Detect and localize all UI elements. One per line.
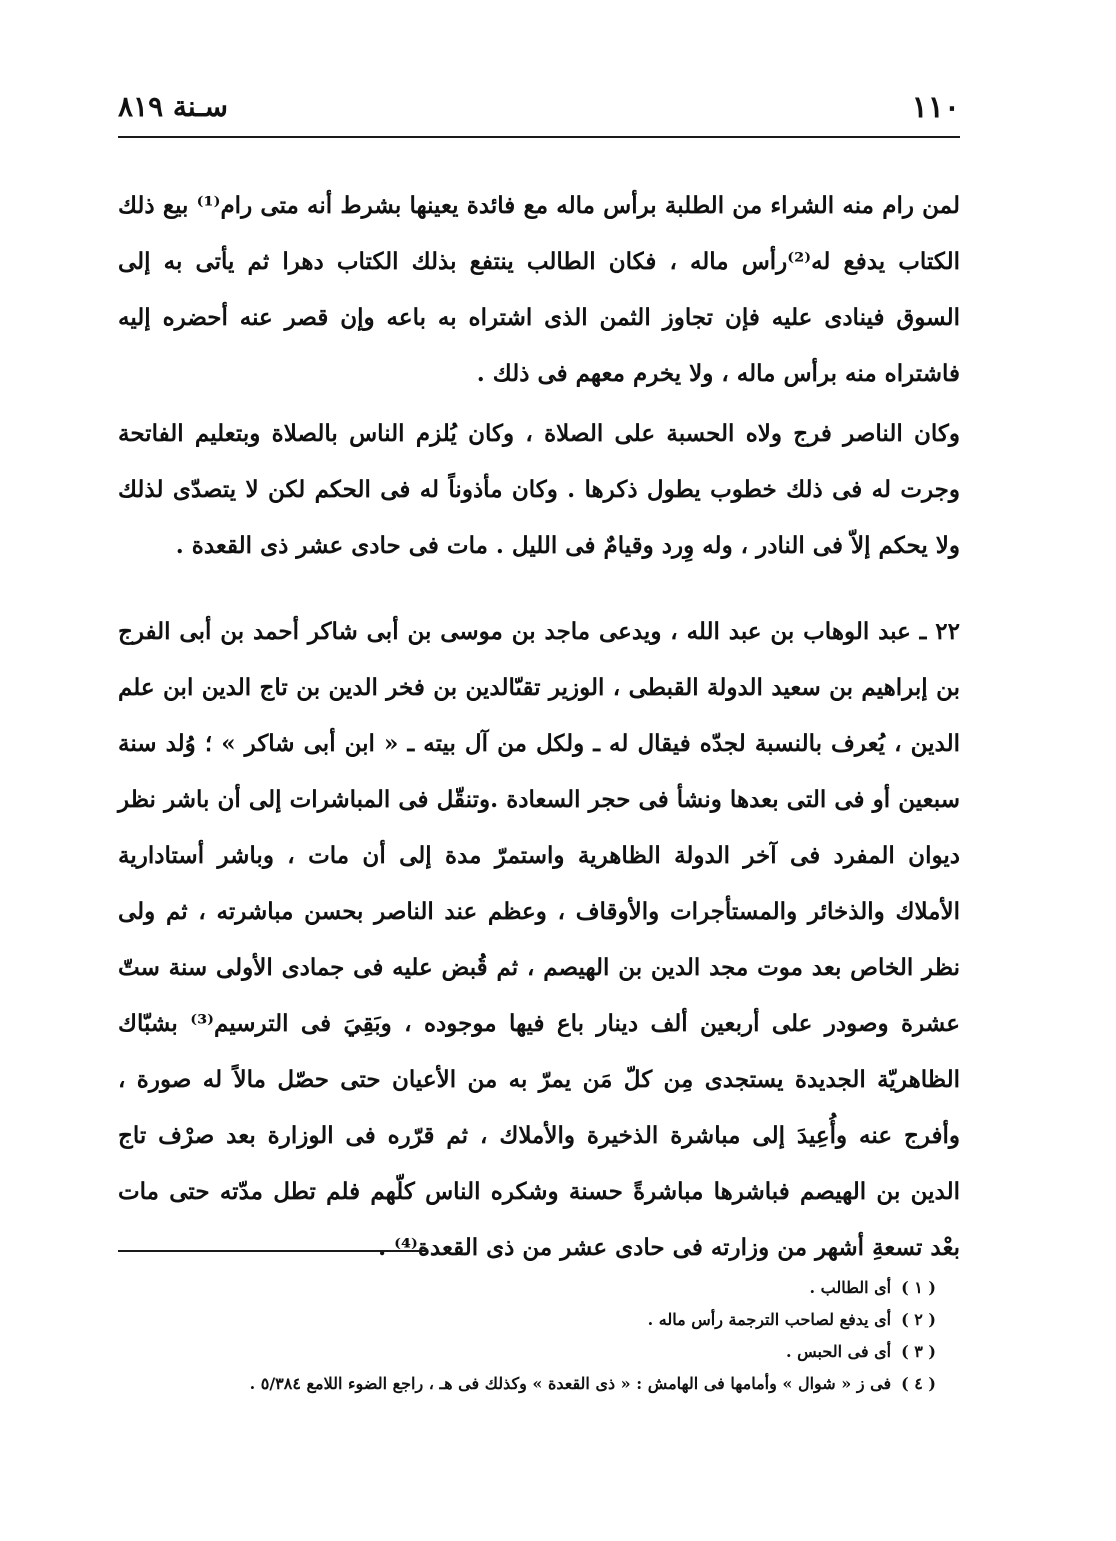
footnote-4 [118,1368,936,1400]
running-head-year: سـنة ٨١٩ [118,90,228,123]
footnote-number: ( ٣ ) [901,1342,936,1361]
footnote-text: أى يدفع لصاحب الترجمة رأس ماله . [647,1310,892,1329]
footnote-text: أى الطالب . [809,1278,892,1297]
footnote-text: أى فى الحبس . [786,1342,892,1361]
footnote-number: ( ٢ ) [901,1310,936,1329]
footnote-separator [118,1250,428,1252]
footnote-1 [118,1272,936,1304]
paragraph-2: وكان الناصر فرج ولاه الحسبة على الصلاة ، وكان يُلزم الناس بالصلاة وبتعليم الفاتحة وجرت له فى ذلك خطوب يطول ذكرها . وكان مأذوناً له فى الحكم لكن لا يتصدّى لذلك ولا يحكم إلاّ فى النادر ، وله وِرد وقيامٌ فى الليل . مات فى حادى عشر ذى القعدة . [118,420,960,559]
footnote-number: ( ٤ ) [901,1374,936,1393]
paragraph-1: لمن رام منه الشراء من الطلبة برأس ماله مع فائدة يعينها بشرط أنه متى رام⁽¹⁾ بيع ذلك الكتاب يدفع له⁽²⁾رأس ماله ، فكان الطالب ينتفع بذلك الكتاب دهرا ثم يأتى به إلى السوق فينادى عليه فإن تجاوز الثمن الذى اشتراه به باعه وإن قصر عنه أحضره إليه فاشتراه منه برأس ماله ، ولا يخرم معهم فى ذلك . [118,192,960,387]
footnote-3 [118,1336,936,1368]
page-header [118,78,960,138]
footnote-text: فى ز « شوال » وأمامها فى الهامش : « ذى القعدة » وكذلك فى هـ ، راجع الضوء اللامع ٥/٣٨٤ . [249,1374,892,1393]
footnote-number: ( ١ ) [901,1278,936,1297]
page-number: ١١٠ [911,90,960,125]
footnotes-list [118,1272,936,1400]
paragraph-biography-22: ٢٢ ـ عبد الوهاب بن عبد الله ، ويدعى ماجد بن موسى بن أبى شاكر أحمد بن أبى الفرج بن إبراهيم بن سعيد الدولة القبطى ، الوزير تقىّالدين بن فخر الدين بن تاج الدين ابن علم الدين ، يُعرف بالنسبة لجدّه فيقال له ـ ولكل من آل بيته ـ « ابن أبى شاكر » ؛ وُلد سنة سبعين أو فى التى بعدها ونشأ فى حجر السعادة .وتنقّل فى المباشرات إلى أن باشر نظر ديوان المفرد فى آخر الدولة الظاهرية واستمرّ مدة إلى أن مات ، وباشر أستادارية الأملاك والذخائر والمستأجرات والأوقاف ، وعظم عند الناصر بحسن مباشرته ، ثم ولى نظر الخاص بعد موت مجد الدين بن الهيصم ، ثم قُبض عليه فى جمادى الأولى سنة ستّ عشرة وصودر على أربعين ألف دينار باع فيها موجوده ، وبَقِيَ فى الترسيم⁽³⁾ بشبّاك الظاهريّة الجديدة يستجدى مِن كلّ مَن يمرّ به من الأعيان حتى حصّل مالاً له صورة ، وأفرج عنه وأُعِيدَ إلى مباشرة الذخيرة والأملاك ، ثم قرّره فى الوزارة بعد صرْف تاج الدين بن الهيصم فباشرها مباشرةً حسنة وشكره الناس كلّهم فلم تطل مدّته حتى مات بعْد تسعةِ أشهر من وزارته فى حادى عشر من ذى القعدة⁽⁴⁾ . [118,618,960,1261]
book-page [118,78,960,1478]
footnote-2 [118,1304,936,1336]
